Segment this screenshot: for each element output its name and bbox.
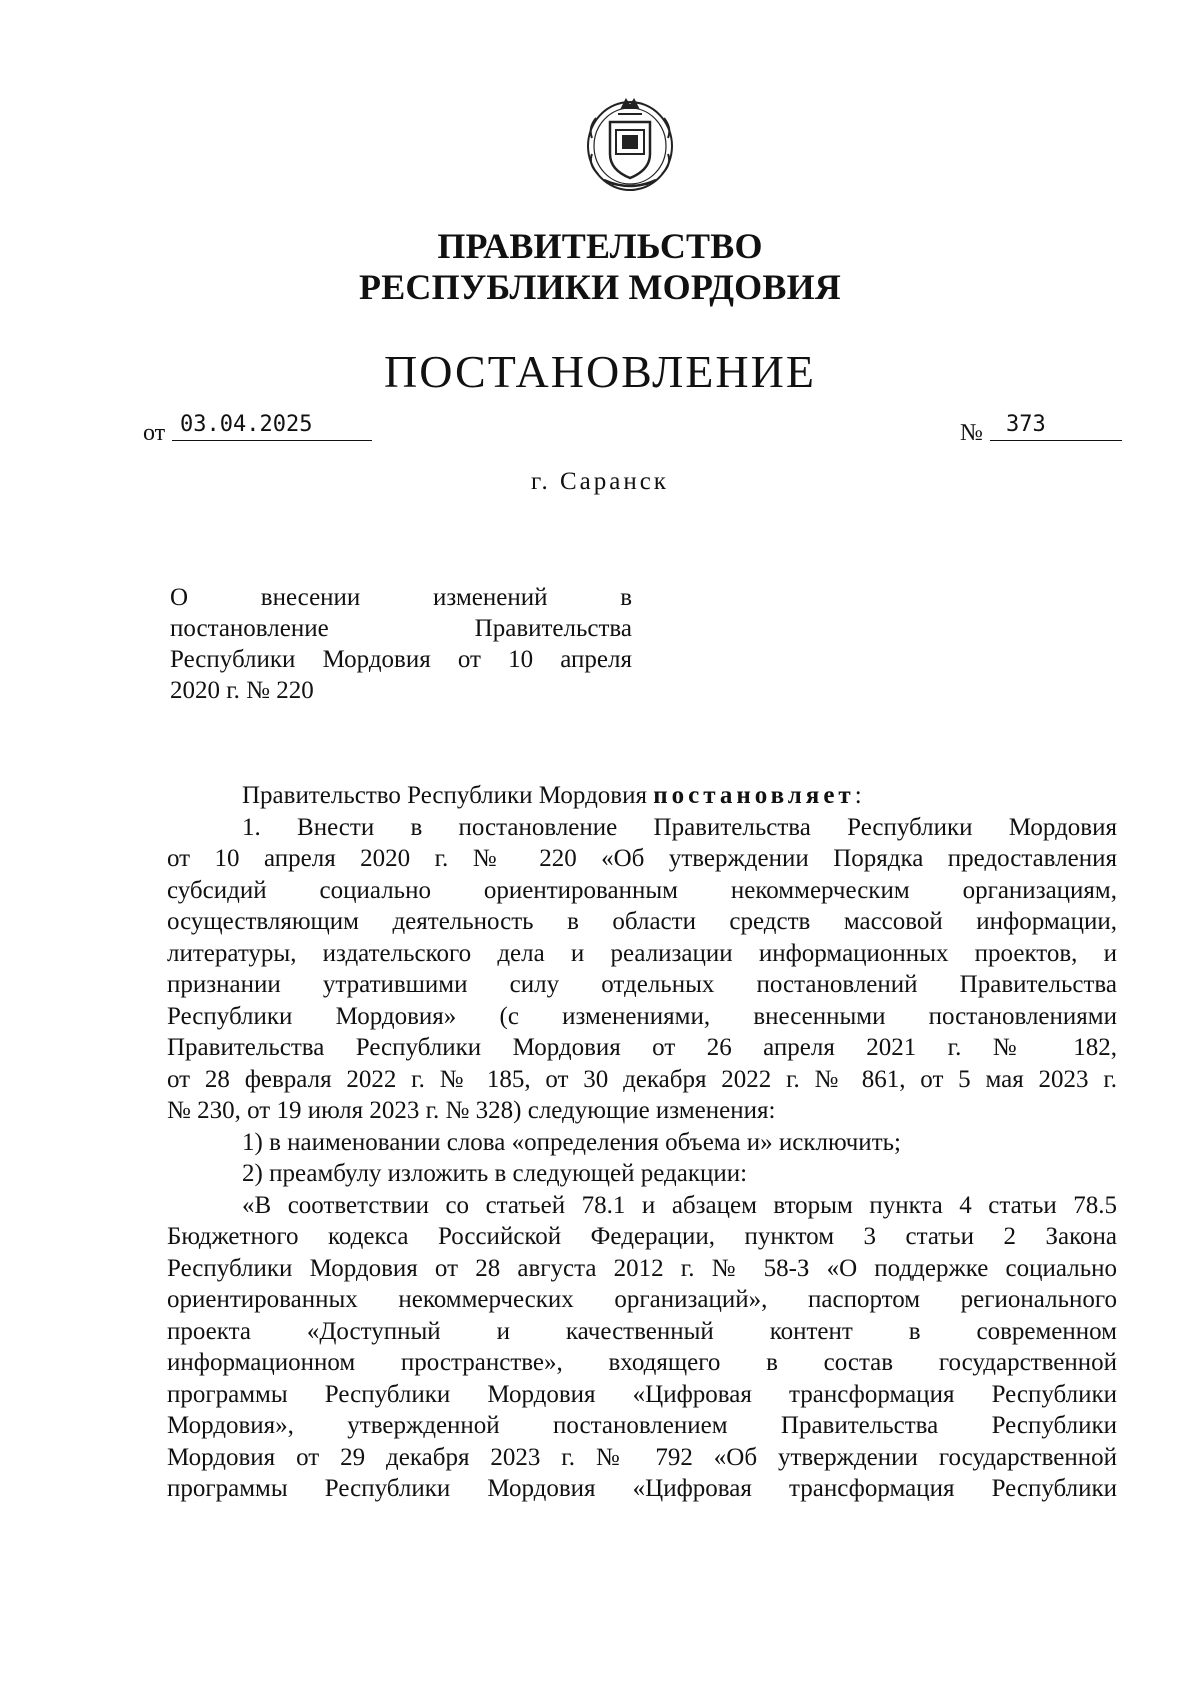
body-line: от 28 февраля 2022 г. № 185, от 30 декабря 2022 г. № 861, от 5 мая 2023 г. [167,1065,1117,1093]
body-line: субсидий социально ориентированным некоммерческим организациям, [167,876,1117,904]
body-line: осуществляющим деятельность в области средств массовой информации, [167,908,1117,935]
body-line: 1) в наименовании слова «определения объема и» исключить; [242,1128,901,1156]
body-line: информационном пространстве», входящего в состав государственной [167,1349,1117,1376]
title-line: 2020 г. № 220 [170,677,314,704]
body-line: Мордовия», утвержденной постановлением Правительства Республики [167,1412,1117,1439]
body-line: Бюджетного кодекса Российской Федерации, пунктом 3 статьи 2 Закона [167,1223,1117,1250]
preamble-line [167,780,1117,812]
preamble-emphasis: постановляет [653,782,855,809]
body-line: Мордовия от 29 декабря 2023 г. № 792 «Об утверждении государственной [167,1443,1117,1471]
body-line: от 10 апреля 2020 г. № 220 «Об утверждении Порядка предоставления [167,845,1117,872]
document-subject-title [170,582,632,706]
body-line: Республики Мордовия от 28 августа 2012 г. № 58-З «О поддержке социально [167,1254,1117,1282]
body-line: программы Республики Мордовия «Цифровая трансформация Республики [167,1380,1117,1408]
organization-name-line-2: РЕСПУБЛИКИ МОРДОВИЯ [359,267,841,307]
title-line: постановление Правительства [170,615,632,642]
document-type-title: ПОСТАНОВЛЕНИЕ [384,346,816,397]
body-line: программы Республики Мордовия «Цифровая трансформация Республики [167,1475,1117,1502]
coat-of-arms-emblem-icon [574,88,686,200]
date-label: от [143,420,166,446]
document-number: 373 [990,410,1122,441]
body-line: № 230, от 19 июля 2023 г. № 328) следующие изменения: [167,1097,776,1124]
body-line: Республики Мордовия» (с изменениями, внесенными постановлениями [167,1002,1117,1030]
preamble-end: : [854,782,862,809]
body-line: литературы, издательского дела и реализации информационных проектов, и [167,939,1117,967]
city-name: г. Саранск [531,468,669,495]
body-line: проекта «Доступный и качественный контент в современном [167,1317,1117,1345]
body-line: 1. Внести в постановление Правительства Республики Мордовия [242,813,1117,841]
preamble-text: Правительство Республики Мордовия [242,782,654,809]
title-line: Республики Мордовия от 10 апреля [170,646,632,673]
document-date: 03.04.2025 [172,410,372,441]
body-line: «В соответствии со статьей 78.1 и абзацем вторым пункта 4 статьи 78.5 [242,1191,1117,1219]
title-line: О внесении изменений в [170,584,632,611]
document-body [167,780,1117,1505]
body-line: Правительства Республики Мордовия от 26 апреля 2021 г. № 182, [167,1034,1117,1061]
number-label: № [960,420,983,446]
body-line: признании утратившими силу отдельных постановлений Правительства [167,971,1117,998]
body-line: ориентированных некоммерческих организаций», паспортом регионального [167,1286,1117,1313]
body-line: 2) преамбулу изложить в следующей редакции: [242,1160,748,1187]
organization-name-line-1: ПРАВИТЕЛЬСТВО [437,226,763,266]
